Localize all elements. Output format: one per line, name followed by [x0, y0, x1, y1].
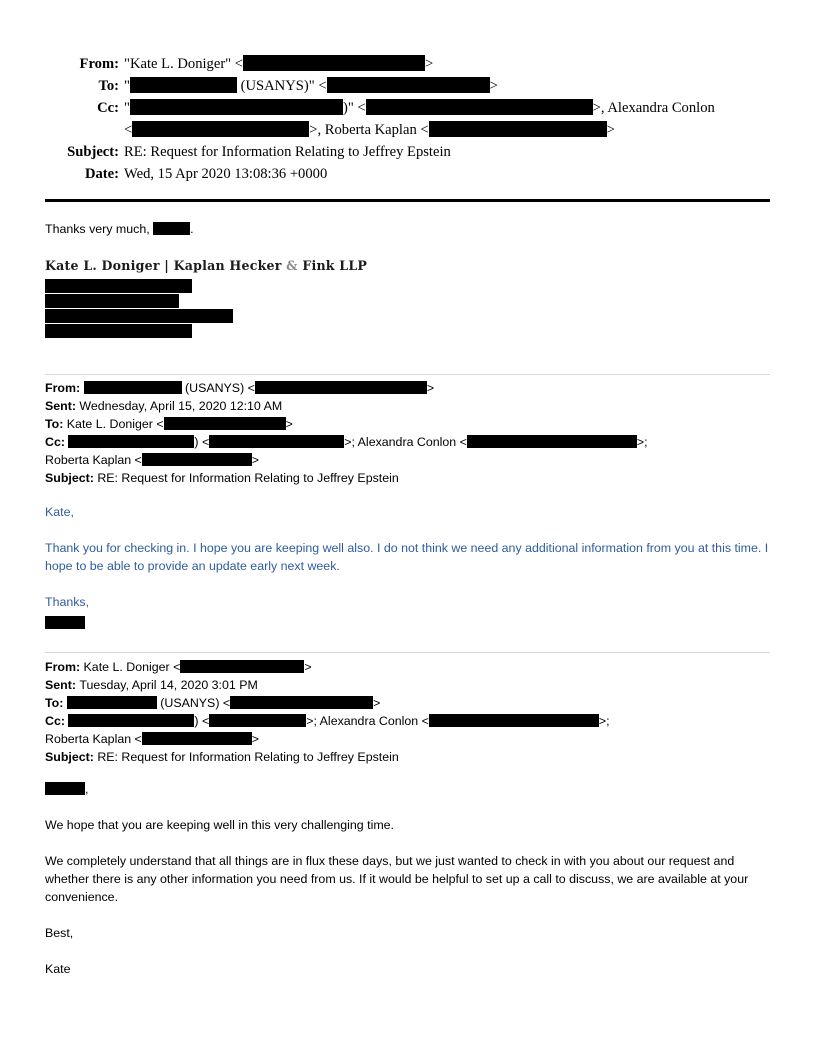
text-segment: >	[489, 78, 498, 94]
text-segment: >;	[636, 435, 648, 449]
email2-subject-row	[45, 469, 770, 487]
email2-cc-row	[45, 433, 770, 451]
subject-value	[119, 141, 451, 163]
text-segment: "	[124, 100, 130, 116]
email3-from-row	[45, 658, 770, 676]
text-segment: Kate L. Doniger <	[83, 660, 181, 674]
redaction-bar	[209, 714, 306, 727]
email3-sent-row	[45, 676, 770, 694]
email1-signature-line	[45, 258, 770, 276]
redaction-bar	[153, 222, 190, 235]
redaction-bar	[45, 294, 179, 308]
text-segment: (USANYS) <	[181, 381, 255, 395]
redaction-bar	[209, 435, 344, 448]
redaction-bar	[467, 435, 637, 448]
redaction-bar	[142, 453, 252, 466]
text-segment: Sent:	[45, 678, 80, 692]
text-segment: >, Roberta Kaplan <	[309, 122, 429, 138]
email2-closing: Thanks,	[45, 595, 90, 609]
redaction-bar	[68, 714, 194, 727]
from-value	[119, 53, 433, 75]
text-segment: Tuesday, April 14, 2020 3:01 PM	[79, 678, 258, 692]
thread-separator-2	[45, 652, 770, 653]
text-segment: ) <	[194, 714, 210, 728]
redaction-bar	[366, 99, 593, 115]
email2-to-row	[45, 415, 770, 433]
redaction-bar	[45, 782, 85, 795]
redaction-bar	[429, 121, 607, 137]
text-segment: ,	[85, 782, 89, 796]
email2-cc-continuation-row	[45, 451, 770, 469]
mail-header-cc-row	[45, 97, 770, 119]
redaction-bar	[68, 435, 194, 448]
text-segment: >	[425, 56, 434, 72]
redaction-bar	[45, 279, 192, 293]
mail-header-cc-continuation-row	[45, 119, 770, 141]
text-segment: >	[304, 660, 312, 674]
email3-signature-line	[45, 996, 770, 1014]
email2-from-row	[45, 379, 770, 397]
text-segment: Subject:	[45, 750, 98, 764]
redaction-bar	[142, 732, 252, 745]
redaction-bar	[429, 714, 599, 727]
text-segment: From:	[45, 660, 84, 674]
email2-sent-row	[45, 397, 770, 415]
redaction-bar	[164, 417, 286, 430]
cc-value-continuation	[119, 119, 615, 141]
text-segment: >;	[598, 714, 610, 728]
email1-signature-redactions	[45, 279, 770, 338]
text-segment: RE: Request for Information Relating to Jeffrey Epstein	[97, 471, 399, 485]
text-segment: Fink LLP	[297, 258, 368, 273]
text-segment: Wed, 15 Apr 2020 13:08:36 +0000	[124, 166, 328, 182]
redaction-bar	[45, 309, 233, 323]
redaction-bar	[230, 696, 373, 709]
redaction-bar	[130, 99, 343, 115]
email3-signer-name: Kate	[45, 962, 71, 976]
email2-header	[45, 379, 770, 487]
cc-value	[119, 97, 715, 119]
text-segment: Thanks very much,	[45, 222, 154, 236]
text-segment: >	[251, 732, 260, 746]
email3-header	[45, 658, 770, 766]
text-segment: .	[190, 222, 194, 236]
email3-to-row	[45, 694, 770, 712]
redaction-bar	[255, 381, 427, 394]
text-segment: >	[251, 453, 260, 467]
text-segment: Wednesday, April 15, 2020 12:10 AM	[79, 399, 283, 413]
cc-label: Cc:	[97, 100, 119, 116]
mail-header-subject-row	[45, 141, 770, 163]
redaction-bar	[67, 696, 157, 709]
text-segment: <	[124, 122, 133, 138]
email3-closing: Best,	[45, 926, 74, 940]
email1-body-line	[45, 220, 770, 238]
text-segment: Roberta Kaplan <	[45, 732, 142, 746]
empty-label	[45, 119, 119, 141]
from-label: From:	[79, 56, 119, 72]
text-segment: From:	[45, 381, 84, 395]
text-segment: >	[606, 122, 615, 138]
redaction-bar	[243, 55, 425, 71]
text-segment: Cc:	[45, 714, 69, 728]
text-segment: >	[373, 696, 381, 710]
text-segment: "	[124, 78, 130, 94]
text-segment: (USANYS)" <	[236, 78, 327, 94]
email2-greeting: Kate,	[45, 505, 74, 519]
redaction-bar	[45, 616, 85, 629]
header-thick-rule	[45, 199, 770, 202]
text-segment: >, Alexandra Conlon	[592, 100, 715, 116]
to-value	[119, 75, 498, 97]
redaction-bar	[132, 121, 309, 137]
email3-cc-continuation-row	[45, 730, 770, 748]
mail-header	[45, 53, 770, 185]
text-segment: >; Alexandra Conlon <	[306, 714, 429, 728]
text-segment: >	[285, 417, 293, 431]
text-segment: RE: Request for Information Relating to Jeffrey Epstein	[97, 750, 399, 764]
text-segment: )" <	[342, 100, 366, 116]
text-segment: Kate L. Doniger | Kaplan Hecker	[45, 258, 287, 273]
mail-header-date-row	[45, 163, 770, 185]
text-segment: RE: Request for Information Relating to Jeffrey Epstein	[124, 144, 451, 160]
redaction-bar	[327, 77, 490, 93]
text-segment: Subject:	[45, 471, 98, 485]
redaction-bar	[45, 324, 192, 338]
text-segment: Roberta Kaplan <	[45, 453, 142, 467]
date-label: Date:	[84, 166, 119, 182]
text-segment: >; Alexandra Conlon <	[344, 435, 467, 449]
mail-header-from-row	[45, 53, 770, 75]
text-segment: Cc:	[45, 435, 69, 449]
text-segment: ) <	[194, 435, 210, 449]
email2-signature-redaction	[45, 614, 770, 632]
email2-paragraph: Thank you for checking in. I hope you are keeping well also. I do not think we need any additional information from you at this time. I hope to be able to provide an update early next week.	[45, 541, 769, 573]
email3-cc-row	[45, 712, 770, 730]
email3-paragraph-2: We completely understand that all things are in flux these days, but we just wanted to check in with you about our request and whether there is any other information you need from us. If it would be helpful to set up a call to discuss, we are available at your convenience.	[45, 854, 749, 904]
text-segment: "Kate L. Doniger" <	[124, 56, 244, 72]
redaction-bar	[180, 660, 304, 673]
subject-label: Subject:	[67, 144, 119, 160]
text-segment: >	[426, 381, 435, 395]
date-value	[119, 163, 327, 185]
text-segment: To:	[45, 696, 67, 710]
thread-separator-1	[45, 374, 770, 375]
mail-header-to-row	[45, 75, 770, 97]
text-segment: (USANYS) <	[156, 696, 231, 710]
text-segment: Sent:	[45, 399, 80, 413]
text-segment: &	[286, 258, 298, 273]
text-segment: To:	[45, 417, 67, 431]
email3-greeting	[45, 780, 770, 798]
redaction-bar	[84, 381, 182, 394]
to-label: To:	[98, 78, 119, 94]
email3-subject-row	[45, 748, 770, 766]
email3-paragraph-1: We hope that you are keeping well in this very challenging time.	[45, 818, 394, 832]
text-segment: Kate L. Doniger <	[66, 417, 164, 431]
redaction-bar	[130, 77, 237, 93]
